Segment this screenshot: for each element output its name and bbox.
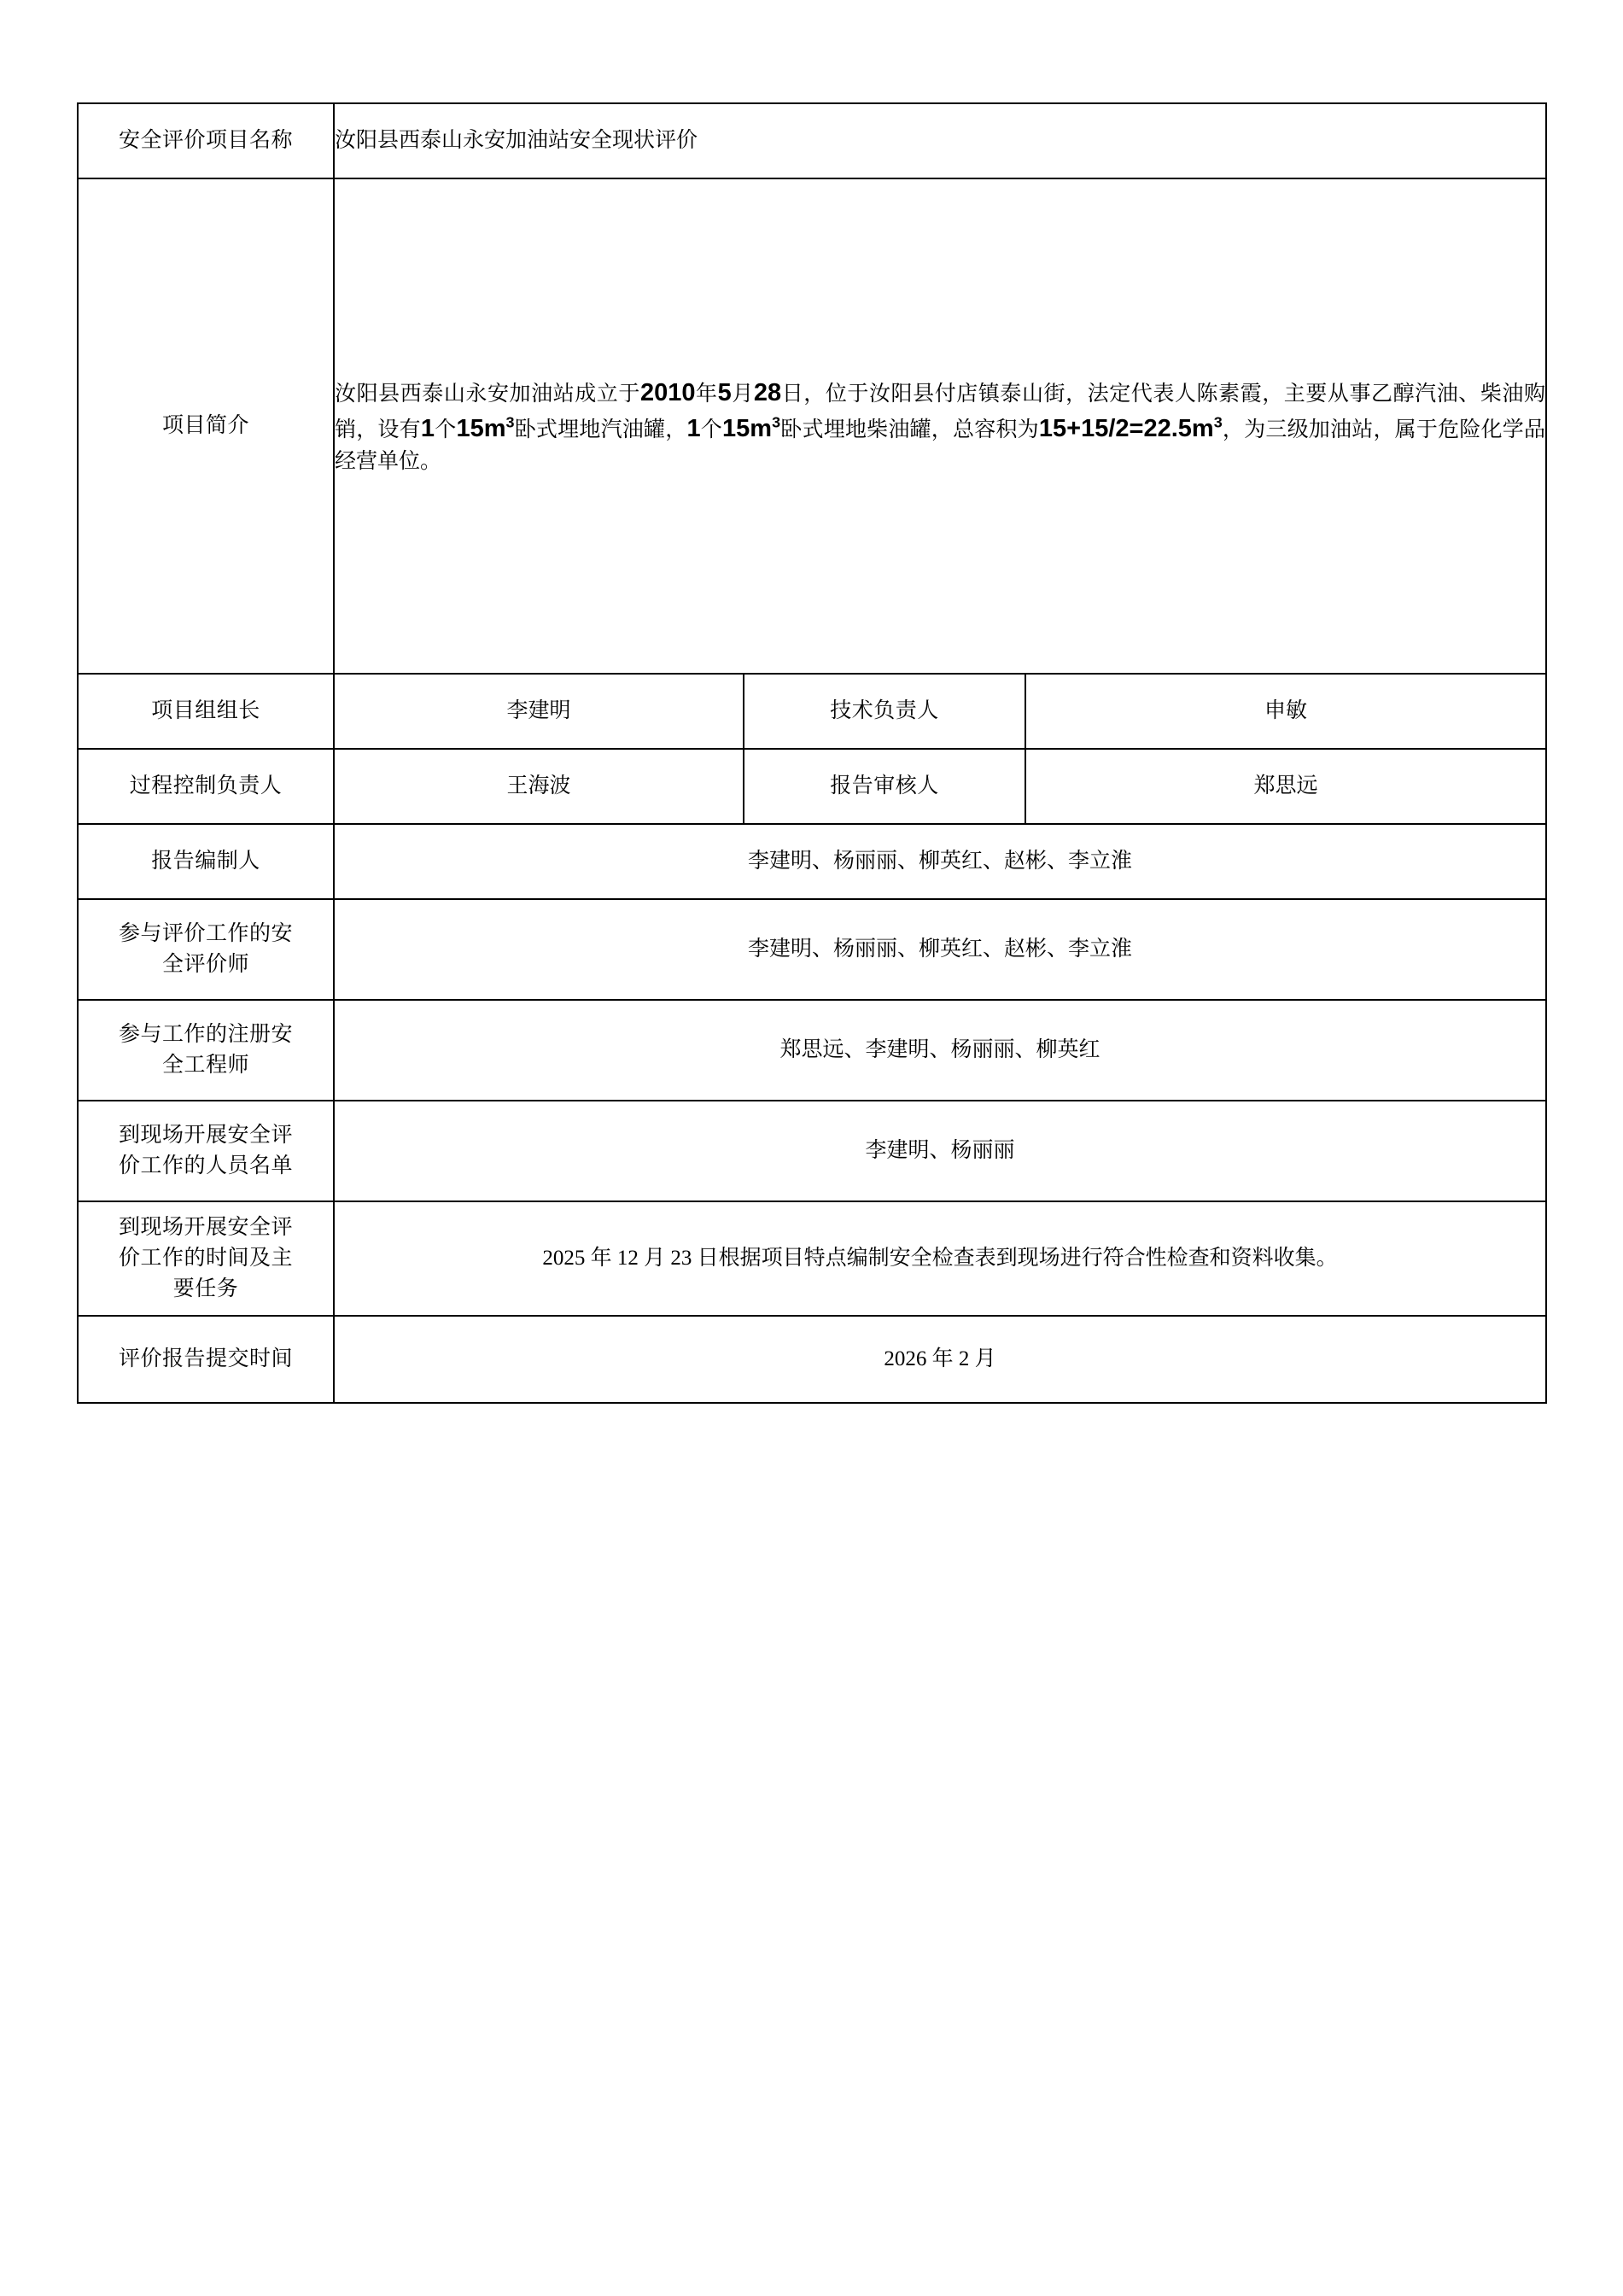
row-label-onsite-personnel-line2: 价工作的人员名单 bbox=[118, 1154, 293, 1177]
row-label-report-reviewer: 报告审核人 bbox=[744, 749, 1025, 824]
row-label-submission-date: 评价报告提交时间 bbox=[78, 1316, 334, 1403]
row-value-report-authors: 李建明、杨丽丽、柳英红、赵彬、李立淮 bbox=[334, 824, 1546, 899]
table-row-registered-engineers bbox=[78, 1000, 1546, 1101]
row-label-onsite-schedule-line1: 到现场开展安全评 bbox=[118, 1215, 293, 1239]
row-label-project-intro: 项目简介 bbox=[78, 178, 334, 674]
table-row-process-control bbox=[78, 749, 1546, 824]
row-value-registered-engineers: 郑思远、李建明、杨丽丽、柳英红 bbox=[334, 1000, 1546, 1101]
row-label-assessors-line1: 参与评价工作的安 bbox=[118, 921, 293, 945]
row-label-project-name: 安全评价项目名称 bbox=[78, 103, 334, 178]
row-value-submission-date: 2026 年 2 月 bbox=[334, 1316, 1546, 1403]
table-row-project-name bbox=[78, 103, 1546, 178]
table-row-report-authors bbox=[78, 824, 1546, 899]
row-label-onsite-schedule-line2: 价工作的时间及主 bbox=[118, 1246, 293, 1270]
row-value-process-control: 王海波 bbox=[334, 749, 744, 824]
table-row-submission-date bbox=[78, 1316, 1546, 1403]
row-value-technical-lead: 申敏 bbox=[1025, 674, 1546, 749]
table-row-team-leader bbox=[78, 674, 1546, 749]
table-row-onsite-personnel bbox=[78, 1101, 1546, 1201]
row-label-registered-engineers bbox=[78, 1000, 334, 1101]
table-row-onsite-schedule bbox=[78, 1201, 1546, 1316]
project-info-table bbox=[77, 102, 1547, 1404]
row-label-process-control: 过程控制负责人 bbox=[78, 749, 334, 824]
intro-paragraph: 汝阳县西泰山永安加油站成立于2010年5月28日，位于汝阳县付店镇泰山街，法定代表人陈素霞，主要从事乙醇汽油、柴油购销，设有1个$15m^3$卧式埋地汽油罐，1个$15m^3$卧式埋地柴油罐，总容积为$15+15/2=22.5m^3$，为三级加油站，属于危险化学品经营单位。 bbox=[335, 378, 1546, 473]
row-value-assessors: 李建明、杨丽丽、柳英红、赵彬、李立淮 bbox=[334, 899, 1546, 1000]
row-label-assessors bbox=[78, 899, 334, 1000]
row-label-team-leader: 项目组组长 bbox=[78, 674, 334, 749]
row-label-registered-engineers-line1: 参与工作的注册安 bbox=[118, 1022, 293, 1046]
row-label-assessors-line2: 全评价师 bbox=[161, 953, 249, 976]
table-row-project-intro bbox=[78, 178, 1546, 674]
row-value-project-intro bbox=[334, 178, 1546, 674]
table-row-assessors bbox=[78, 899, 1546, 1000]
row-label-technical-lead: 技术负责人 bbox=[744, 674, 1025, 749]
row-label-onsite-personnel-line1: 到现场开展安全评 bbox=[118, 1123, 293, 1147]
row-label-onsite-schedule-line3: 要任务 bbox=[172, 1277, 239, 1301]
row-value-onsite-schedule: 2025 年 12 月 23 日根据项目特点编制安全检查表到现场进行符合性检查和资料收集。 bbox=[334, 1201, 1546, 1316]
row-label-onsite-personnel bbox=[78, 1101, 334, 1201]
row-value-team-leader: 李建明 bbox=[334, 674, 744, 749]
row-value-onsite-personnel: 李建明、杨丽丽 bbox=[334, 1101, 1546, 1201]
row-label-report-authors: 报告编制人 bbox=[78, 824, 334, 899]
row-value-project-name: 汝阳县西泰山永安加油站安全现状评价 bbox=[334, 103, 1546, 178]
row-label-registered-engineers-line2: 全工程师 bbox=[161, 1054, 249, 1077]
row-label-onsite-schedule bbox=[78, 1201, 334, 1316]
row-value-report-reviewer: 郑思远 bbox=[1025, 749, 1546, 824]
